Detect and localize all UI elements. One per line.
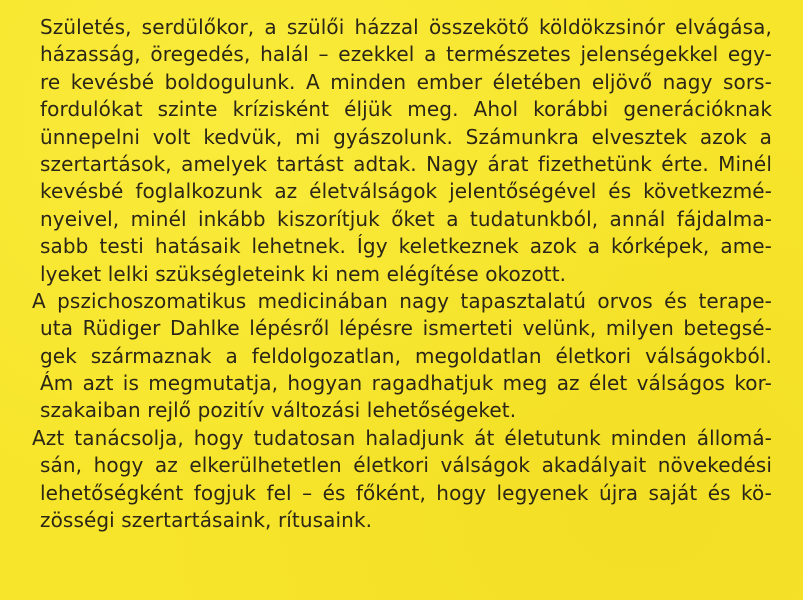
text-line: szakaiban rejlő pozitív változási lehetőségeket.: [40, 398, 517, 423]
paragraph-2: [32, 288, 772, 425]
text-line: fordulókat szinte krízisként éljük meg. Ahol korábbi generációknak: [40, 97, 772, 122]
text-line: sabb testi hatásaik lehetnek. Így keletkeznek azok a kórképek, ame-: [40, 234, 772, 259]
text-line: kevésbé foglalkozunk az életválságok jelentőségével és következmé-: [40, 179, 772, 204]
text-line: sán, hogy az elkerülhetetlen életkori válságok akadályait növekedési: [40, 453, 772, 478]
text-line: Azt tanácsolja, hogy tudatosan haladjunk át életutunk minden állomá-: [32, 425, 772, 450]
text-line: házasság, öregedés, halál – ezekkel a természetes jelenségekkel egy-: [40, 42, 772, 67]
paragraph-1: [40, 14, 772, 288]
text-line: A pszichoszomatikus medicinában nagy tapasztalatú orvos és terape-: [32, 288, 772, 313]
text-line: uta Rüdiger Dahlke lépésről lépésre ismerteti velünk, milyen betegsé-: [40, 316, 772, 341]
text-line: szertartások, amelyek tartást adtak. Nagy árat fizethetünk érte. Minél: [40, 151, 772, 176]
text-line: ünnepelni volt kedvük, mi gyászolunk. Számunkra elvesztek azok a: [40, 124, 772, 149]
text-line: nyeivel, minél inkább kiszorítjuk őket a tudatunkból, annál fájdalma-: [40, 206, 772, 231]
blurb-text: [32, 14, 772, 534]
text-line: zösségi szertartásaink, rítusaink.: [40, 508, 373, 533]
text-line: lehetőségként fogjuk fel – és főként, hogy legyenek újra saját és kö-: [40, 480, 772, 505]
text-line: re kevésbé boldogulunk. A minden ember életében eljövő nagy sors-: [40, 69, 772, 94]
text-line: gek származnak a feldolgozatlan, megoldatlan életkori válságokból.: [40, 343, 772, 368]
text-line: Ám azt is megmutatja, hogyan ragadhatjuk meg az élet válságos kor-: [40, 371, 772, 396]
text-line: lyeket lelki szükségleteink ki nem elégítése okozott.: [40, 261, 567, 286]
paragraph-3: [32, 425, 772, 535]
text-line: Születés, serdülőkor, a szülői házzal összekötő köldökzsinór elvágása,: [40, 15, 772, 39]
